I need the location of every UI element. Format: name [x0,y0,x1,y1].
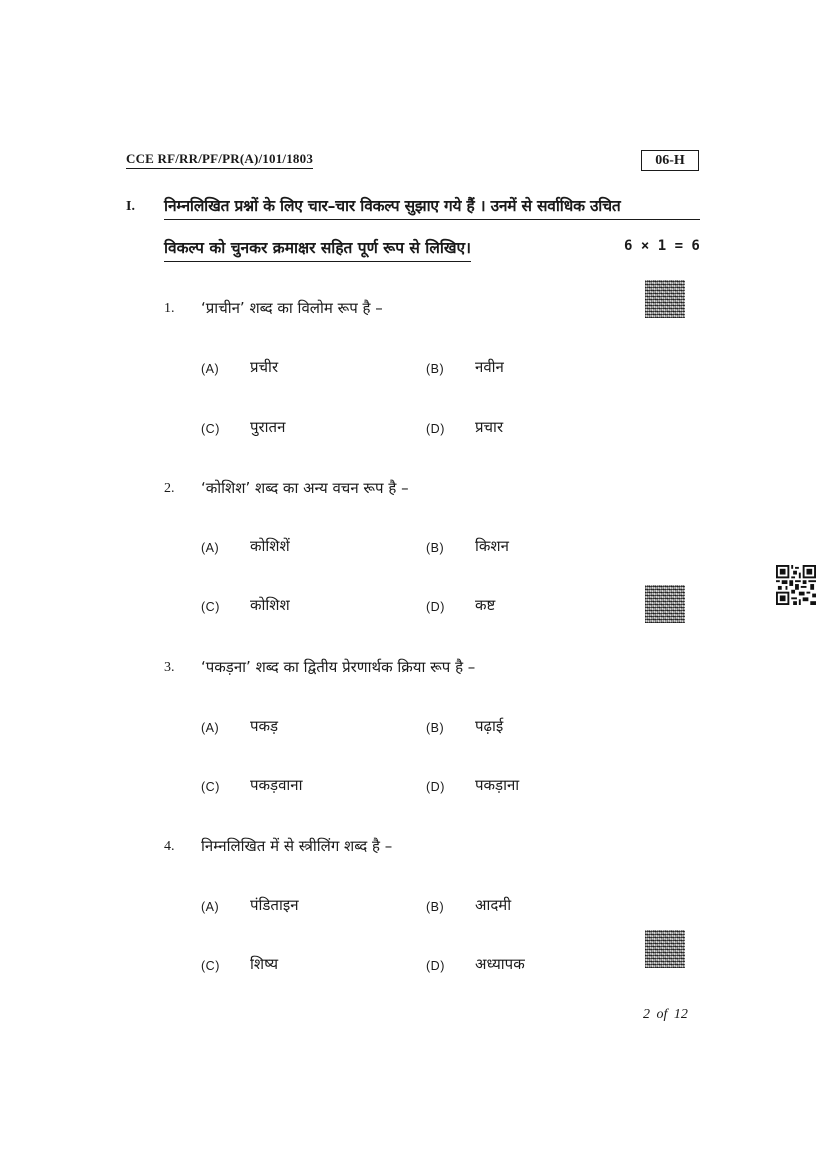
q3-option-d-letter: (D) [426,780,445,794]
q1-option-d-text: प्रचार [475,418,504,436]
question-3-text: ‘पकड़ना’ शब्द का द्वितीय प्रेरणार्थक क्रिया रूप है – [201,658,476,676]
question-2-number: 2. [164,481,175,496]
section-marks: 6 × 1 = 6 [624,238,700,254]
qr-code-icon [775,565,817,605]
q4-option-b-letter: (B) [426,900,445,914]
q3-option-d-text: पकड़ाना [475,776,520,794]
q1-option-c-text: पुरातन [250,418,286,436]
q2-option-a-letter: (A) [201,541,220,555]
q2-option-a-text: कोशिशें [250,537,290,555]
question-4-number: 4. [164,839,175,854]
section-number: I. [126,199,135,214]
q4-option-c-text: शिष्य [250,955,279,973]
scan-noise-mark [645,930,685,968]
q1-option-b-letter: (B) [426,362,445,376]
q1-option-a-text: प्रचीर [250,358,279,376]
question-2-text: ‘कोशिश’ शब्द का अन्य वचन रूप है – [201,479,409,497]
version-code-box: 06-H [641,150,699,171]
question-1-number: 1. [164,301,175,316]
question-3-number: 3. [164,660,175,675]
q1-option-c-letter: (C) [201,422,220,436]
q3-option-c-text: पकड़वाना [250,776,303,794]
question-1-text: ‘प्राचीन’ शब्द का विलोम रूप है – [201,299,383,317]
q3-option-b-letter: (B) [426,721,445,735]
q4-option-a-letter: (A) [201,900,220,914]
scan-noise-mark [645,280,685,318]
section-instruction-line1: निम्नलिखित प्रश्नों के लिए चार–चार विकल्प सुझाए गये हैं । उनमें से सर्वाधिक उचित [164,194,700,220]
page-number: 2 of 12 [643,1007,688,1022]
q4-option-d-text: अध्यापक [475,955,525,973]
q4-option-b-text: आदमी [475,896,512,914]
q3-option-c-letter: (C) [201,780,220,794]
question-4-text: निम्नलिखित में से स्त्रीलिंग शब्द है – [201,837,393,855]
q2-option-c-text: कोशिश [250,596,290,614]
scan-noise-mark [645,585,685,623]
q2-option-d-letter: (D) [426,600,445,614]
q2-option-c-letter: (C) [201,600,220,614]
q4-option-c-letter: (C) [201,959,220,973]
q3-option-a-letter: (A) [201,721,220,735]
section-instruction-line2: विकल्प को चुनकर क्रमाक्षर सहित पूर्ण रूप से लिखिए। [164,236,471,262]
q4-option-d-letter: (D) [426,959,445,973]
q2-option-b-text: किशन [475,537,509,555]
q1-option-d-letter: (D) [426,422,445,436]
q1-option-a-letter: (A) [201,362,220,376]
q2-option-d-text: कष्ट [475,596,496,614]
q2-option-b-letter: (B) [426,541,445,555]
q3-option-b-text: पढ़ाई [475,717,504,735]
q1-option-b-text: नवीन [475,358,504,376]
q3-option-a-text: पकड़ [250,717,279,735]
paper-code: CCE RF/RR/PF/PR(A)/101/1803 [126,151,313,169]
q4-option-a-text: पंडिताइन [250,896,299,914]
